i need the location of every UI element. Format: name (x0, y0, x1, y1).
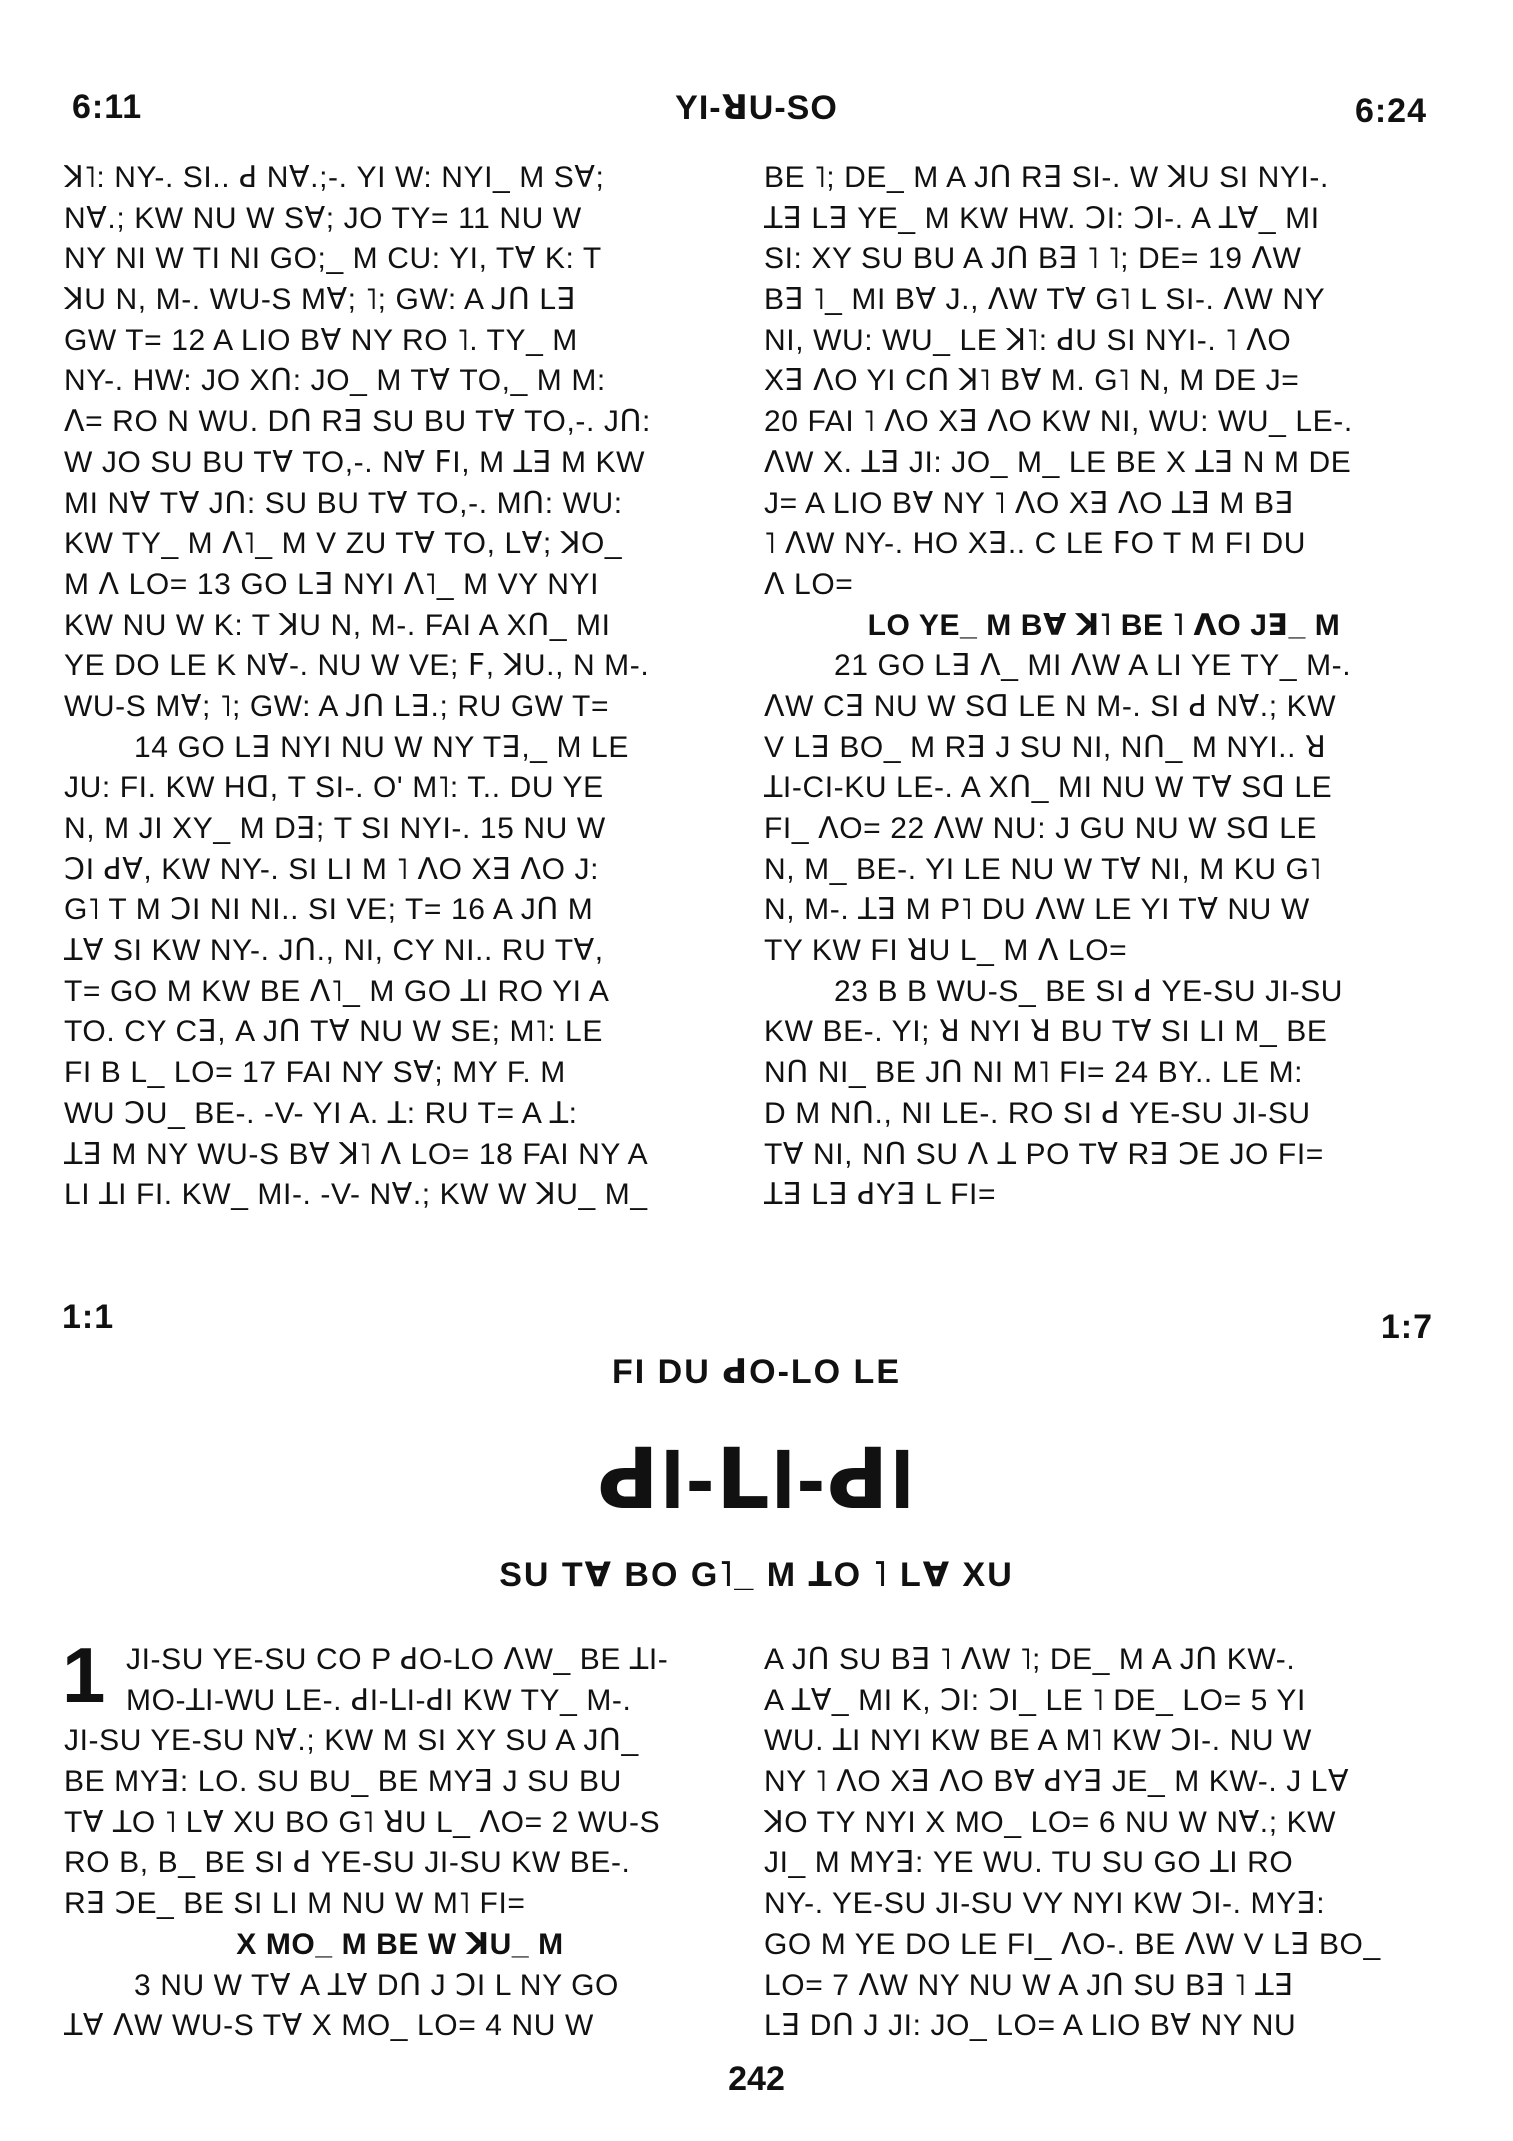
text-line: NY-. YE-SU JI-SU VY NYI KW ꓛI-. MYꓱ: (764, 1887, 1326, 1921)
text-line: NY-. HW: JO Xꓵ: JO_ M Tꓯ TO,_ M M: (64, 364, 606, 398)
text-line: JI-SU YE-SU Nꓯ.; KW M SI XY SU A Jꓵ_ (64, 1724, 639, 1758)
text-line: WU. ꓕI NYI KW BE A M˥ KW ꓛI-. NU W (764, 1724, 1312, 1758)
text-line: MI Nꓯ Tꓯ Jꓵ: SU BU Tꓯ TO,-. Mꓵ: WU: (64, 486, 623, 520)
section-heading: LO YE_ M Bꓯ ꓘ˥ BE ˥ ꓥO Jꓱ_ M (867, 608, 1341, 642)
text-line: ꓕI-CI-KU LE-. A Xꓵ_ MI NU W Tꓯ Sꓷ LE (764, 771, 1333, 805)
text-line: TO. CY Cꓱ, A Jꓵ Tꓯ NU W SE; M˥: LE (64, 1015, 603, 1049)
text-line: NY NI W TI NI GO;_ M CU: YI, Tꓯ K: T (64, 242, 602, 276)
text-line: FI B L_ LO= 17 FAI NY Sꓯ; MY F. M (64, 1056, 566, 1090)
text-line: ꓥ LO= (764, 567, 854, 601)
text-line: ꓕꓯ SI KW NY-. Jꓵ., NI, CY NI.. RU Tꓯ, (64, 934, 604, 968)
text-line: NY ˥ ꓥO Xꓱ ꓥO Bꓯ ꓒYꓱ JE_ M KW-. J Lꓯ (764, 1765, 1350, 1799)
book-subtitle: FI DU ꓒO-LO LE (611, 1353, 901, 1391)
text-line: N, M JI XY_ M Dꓱ; T SI NYI-. 15 NU W (64, 812, 606, 845)
section-heading: SU Tꓯ BO G˥_ M ꓕO ˥ Lꓯ XU (499, 1556, 1014, 1594)
text-line: N, M_ BE-. YI LE NU W Tꓯ NI, M KU G˥ (764, 852, 1322, 886)
text-line: LI ꓕI FI. KW_ MI-. -V- Nꓯ.; KW W ꓘU_ M_ (64, 1178, 648, 1212)
text-line: NI, WU: WU_ LE ꓘ˥: ꓒU SI NYI-. ˥ ꓥO (764, 323, 1292, 357)
text-line: BE MYꓱ: LO. SU BU_ BE MYꓱ J SU BU (64, 1765, 622, 1799)
book-title: ꓒI-ꓡI-ꓒI (597, 1432, 916, 1526)
running-title: YI-ꓤU-SO (675, 89, 838, 127)
text-line: ꓘO TY NYI X MO_ LO= 6 NU W Nꓯ.; KW (764, 1805, 1337, 1839)
text-line: Tꓯ ꓕO ˥ Lꓯ XU BO G˥ ꓤU L_ ꓥO= 2 WU-S (64, 1805, 661, 1839)
text-line: G˥ T M ꓛI NI NI.. SI VE; T= 16 A Jꓵ M (64, 893, 594, 927)
text-line: ꓕꓱ M NY WU-S Bꓯ ꓘ˥ ꓥ LO= 18 FAI NY A (64, 1137, 649, 1171)
chapter-verse-start: 6:11 (72, 88, 143, 126)
text-line: ꓘ˥: NY-. SI.. ꓒ Nꓯ.;-. YI W: NYI_ M Sꓯ; (64, 161, 605, 194)
top-left-column (64, 158, 736, 1216)
text-line: 23 B B WU-S_ BE SI ꓒ YE-SU JI-SU (834, 974, 1344, 1008)
top-right-column (764, 158, 1444, 1216)
text-line: ꓕꓱ Lꓱ ꓒYꓱ L FI= (764, 1178, 997, 1212)
text-line: A Jꓵ SU Bꓱ ˥ ꓥW ˥; DE_ M A Jꓵ KW-. (764, 1643, 1296, 1676)
text-line: KW TY_ M ꓥ˥_ M V ZU Tꓯ TO, Lꓯ; ꓘO_ (64, 527, 623, 561)
text-line: MO-ꓕI-WU LE-. ꓒI-ꓡI-ꓒI KW TY_ M-. (126, 1683, 632, 1717)
book-ref-end: 1:7 (1380, 1308, 1433, 1346)
text-line: JI_ M MYꓱ: YE WU. TU SU GO ꓕI RO (764, 1846, 1294, 1880)
text-line: YE DO LE K Nꓯ-. NU W VE; ꓝ, ꓘU., N M-. (64, 649, 650, 683)
text-line: FI_ ꓥO= 22 ꓥW NU: J GU NU W Sꓷ LE (764, 812, 1318, 845)
text-line: 14 GO Lꓱ NYI NU W NY Tꓱ,_ M LE (134, 730, 629, 764)
text-line: KW BE-. YI; ꓤ NYI ꓤ BU Tꓯ SI LI M_ BE (764, 1015, 1328, 1049)
text-line: ꓥW Cꓱ NU W Sꓷ LE N M-. SI ꓒ Nꓯ.; KW (764, 689, 1337, 723)
text-line: ꓛI ꓒꓯ, KW NY-. SI LI M ˥ ꓥO Xꓱ ꓥO J: (64, 852, 600, 886)
text-line: A ꓕꓯ_ MI K, ꓛI: ꓛI_ LE ˥ DE_ LO= 5 YI (764, 1683, 1306, 1717)
bottom-left-column (64, 1640, 736, 2047)
text-line: 3 NU W Tꓯ A ꓕꓯ Dꓵ J ꓛI L NY GO (134, 1968, 619, 2002)
text-line: M ꓥ LO= 13 GO Lꓱ NYI ꓥ˥_ M VY NYI (64, 567, 600, 601)
text-line: ꓥW X. ꓕꓱ JI: JO_ M_ LE BE X ꓕꓱ N M DE (764, 445, 1352, 479)
text-line: BE ˥; DE_ M A Jꓵ Rꓱ SI-. W ꓘU SI NYI-. (764, 161, 1329, 194)
text-line: Lꓱ Dꓵ J JI: JO_ LO= A LIO Bꓯ NY NU (764, 2009, 1297, 2043)
text-line: WU ꓛU_ BE-. -V- YI A. ꓕ: RU T= A ꓕ: (64, 1096, 578, 1130)
text-line: Tꓯ NI, Nꓵ SU ꓥ ꓕ PO Tꓯ Rꓱ ꓛE JO FI= (764, 1137, 1324, 1171)
text-line: Nꓵ NI_ BE Jꓵ NI M˥ FI= 24 BY.. LE M: (764, 1056, 1304, 1090)
text-line: SI: XY SU BU A Jꓵ Bꓱ ˥ ˥; DE= 19 ꓥW (764, 242, 1302, 276)
section-heading: X MO_ M BE W ꓘU_ M (236, 1927, 564, 1961)
text-line: JU: FI. KW Hꓷ, T SI-. O' M˥: T.. DU YE (64, 771, 604, 805)
book-ref-start: 1:1 (62, 1298, 115, 1336)
text-line: RO B, B_ BE SI ꓒ YE-SU JI-SU KW BE-. (64, 1846, 631, 1880)
text-line: Rꓱ ꓛE_ BE SI LI M NU W M˥ FI= (64, 1887, 526, 1921)
text-line: KW NU W K: T ꓘU N, M-. FAI A Xꓵ_ MI (64, 608, 611, 642)
text-line: TY KW FI ꓤU L_ M ꓥ LO= (764, 934, 1128, 968)
text-line: Bꓱ ˥_ MI Bꓯ J., ꓥW Tꓯ G˥ L SI-. ꓥW NY (764, 283, 1326, 317)
text-line: WU-S Mꓯ; ˥; GW: A ꓙꓵ Lꓱ.; RU GW T= (64, 689, 610, 723)
text-line: ꓘU N, M-. WU-S Mꓯ; ˥; GW: A ꓙꓵ Lꓱ (64, 283, 577, 317)
text-line: T= GO M KW BE ꓥ˥_ M GO ꓕI RO YI A (64, 974, 610, 1008)
text-line: JI-SU YE-SU CO P ꓒO-LO ꓥW_ BE ꓕI- (126, 1643, 669, 1676)
text-line: GW T= 12 A LIO Bꓯ NY RO ˥. TY_ M (64, 323, 578, 357)
text-line: ꓥ= RO N WU. Dꓵ Rꓱ SU BU Tꓯ TO,-. Jꓵ: (64, 405, 651, 439)
text-line: ˥ ꓥW NY-. HO Xꓱ.. C LE ꓝO T M FI DU (764, 527, 1307, 561)
text-line: Nꓯ.; KW NU W Sꓯ; JO TY= 11 NU W (64, 201, 582, 235)
text-line: 21 GO Lꓱ ꓥ_ MI ꓥW A LI YE TY_ M-. (834, 649, 1352, 683)
text-line: ꓕꓱ Lꓱ YE_ M KW HW. ꓛI: ꓛI-. A ꓕꓯ_ MI (764, 201, 1320, 235)
chapter-number: 1 (62, 1631, 106, 1719)
text-line: J= A LIO Bꓯ NY ˥ ꓥO Xꓱ ꓥO ꓕꓱ M Bꓱ (764, 486, 1295, 520)
text-line: Xꓱ ꓥO YI Cꓵ ꓘ˥ Bꓯ M. G˥ N, M DE J= (764, 364, 1300, 398)
chapter-verse-end: 6:24 (1354, 92, 1427, 130)
text-line: ꓕꓯ ꓥW WU-S Tꓯ X MO_ LO= 4 NU W (64, 2009, 594, 2043)
text-line: LO= 7 ꓥW NY NU W A Jꓵ SU Bꓱ ˥ ꓕꓱ (764, 1968, 1294, 2002)
text-line: N, M-. ꓕꓱ M P˥ DU ꓥW LE YI Tꓯ NU W (764, 893, 1310, 927)
text-line: W JO SU BU Tꓯ TO,-. Nꓯ ꓝI, M ꓕꓱ M KW (64, 445, 646, 479)
text-line: V Lꓱ BO_ M Rꓱ J SU NI, Nꓵ_ M NYI.. ꓤ (764, 730, 1327, 764)
text-line: D M Nꓵ., NI LE-. RO SI ꓒ YE-SU JI-SU (764, 1096, 1311, 1130)
text-line: 20 FAI ˥ ꓥO Xꓱ ꓥO KW NI, WU: WU_ LE-. (764, 405, 1353, 439)
bottom-right-column (764, 1640, 1444, 2047)
text-line: GO M YE DO LE FI_ ꓥO-. BE ꓥW V Lꓱ BO_ (764, 1927, 1381, 1961)
page-number: 242 (728, 2060, 785, 2098)
